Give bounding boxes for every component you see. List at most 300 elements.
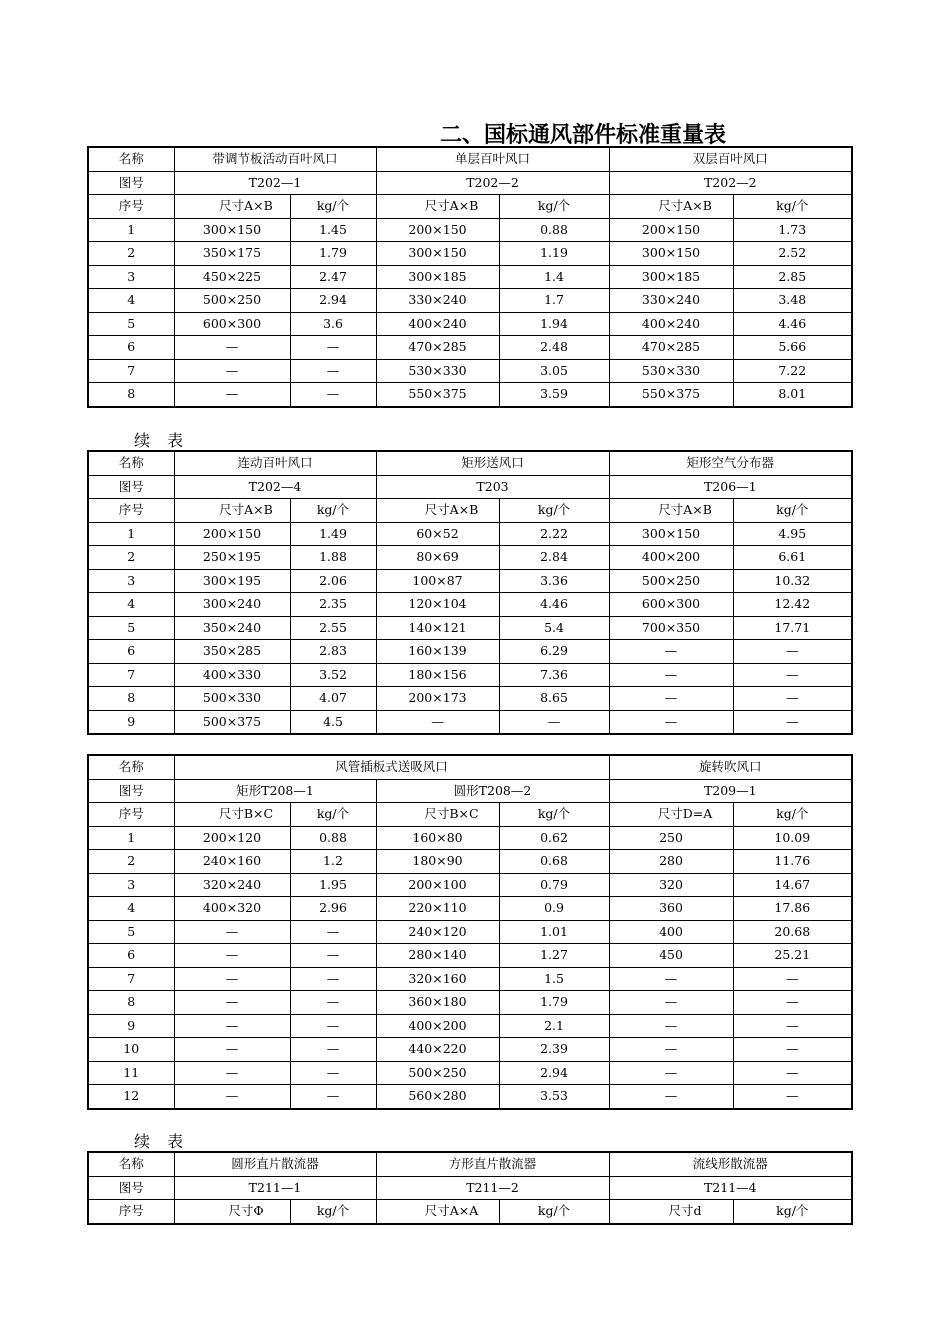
- size-header: 尺寸A×B: [376, 499, 499, 523]
- drawing-row: [88, 1176, 852, 1200]
- seq-header: 序号: [88, 195, 174, 219]
- table-cell: 250×195: [174, 546, 290, 570]
- table-cell: —: [609, 1014, 733, 1038]
- table-row: [88, 336, 852, 360]
- component-name: 连动百叶风口: [174, 451, 376, 475]
- table-cell: 320×160: [376, 967, 499, 991]
- table-cell: —: [174, 944, 290, 968]
- table-row: [88, 920, 852, 944]
- table-cell: 550×375: [376, 383, 499, 407]
- table-cell: 60×52: [376, 522, 499, 546]
- table-cell: —: [290, 991, 376, 1015]
- table-cell: 11.76: [733, 850, 852, 874]
- table-cell: —: [174, 336, 290, 360]
- table-cell: 1.88: [290, 546, 376, 570]
- table-cell: 2.85: [733, 265, 852, 289]
- table-cell: 5.4: [499, 616, 609, 640]
- size-header: 尺寸A×A: [376, 1200, 499, 1224]
- drawing-code: 矩形T208—1: [174, 779, 376, 803]
- component-name: 流线形散流器: [609, 1152, 852, 1176]
- table-cell: 300×150: [609, 522, 733, 546]
- table-cell: 2.94: [290, 289, 376, 313]
- table-row: [88, 546, 852, 570]
- table-cell: 7: [88, 663, 174, 687]
- table-cell: —: [609, 991, 733, 1015]
- table-cell: —: [290, 1061, 376, 1085]
- table-cell: 400×200: [376, 1014, 499, 1038]
- table-cell: —: [609, 663, 733, 687]
- table-cell: 180×90: [376, 850, 499, 874]
- table-cell: 330×240: [609, 289, 733, 313]
- table-cell: —: [174, 383, 290, 407]
- table-cell: 100×87: [376, 569, 499, 593]
- table-cell: 1.27: [499, 944, 609, 968]
- size-header: 尺寸Φ: [174, 1200, 290, 1224]
- drawing-code: T211—4: [609, 1176, 852, 1200]
- table-cell: —: [290, 359, 376, 383]
- table-cell: —: [174, 920, 290, 944]
- continued-label-2: 续 表: [134, 1132, 190, 1151]
- table-cell: 1.79: [499, 991, 609, 1015]
- weight-header: kg/个: [733, 803, 852, 827]
- table-row: [88, 710, 852, 734]
- table-row: [88, 1014, 852, 1038]
- size-header: 尺寸A×B: [609, 499, 733, 523]
- drawing-row: [88, 475, 852, 499]
- component-name: 风管插板式送吸风口: [174, 755, 609, 779]
- table-cell: —: [733, 1038, 852, 1062]
- table-cell: 220×110: [376, 897, 499, 921]
- weight-header: kg/个: [290, 195, 376, 219]
- table-cell: 440×220: [376, 1038, 499, 1062]
- table-cell: —: [290, 967, 376, 991]
- drawing-code: 圆形T208—2: [376, 779, 609, 803]
- table-cell: 11: [88, 1061, 174, 1085]
- seq-header: 序号: [88, 499, 174, 523]
- table-cell: 200×100: [376, 873, 499, 897]
- table-cell: 200×150: [609, 218, 733, 242]
- table-cell: 2.55: [290, 616, 376, 640]
- weight-header: kg/个: [733, 1200, 852, 1224]
- table-cell: 3: [88, 569, 174, 593]
- table-row: [88, 967, 852, 991]
- table-cell: 320×240: [174, 873, 290, 897]
- table-cell: —: [174, 991, 290, 1015]
- table-cell: 1.94: [499, 312, 609, 336]
- table-cell: 3.53: [499, 1085, 609, 1109]
- table-cell: 1: [88, 826, 174, 850]
- table-cell: 7.22: [733, 359, 852, 383]
- table-cell: —: [290, 383, 376, 407]
- table-cell: —: [733, 1061, 852, 1085]
- table-cell: 530×330: [609, 359, 733, 383]
- table-cell: —: [290, 1038, 376, 1062]
- weight-table-3: [87, 754, 853, 1110]
- table-cell: 10.09: [733, 826, 852, 850]
- table-cell: 4.95: [733, 522, 852, 546]
- table-cell: 300×195: [174, 569, 290, 593]
- table-cell: 14.67: [733, 873, 852, 897]
- table-cell: 10.32: [733, 569, 852, 593]
- table-cell: 240×120: [376, 920, 499, 944]
- table-cell: —: [290, 920, 376, 944]
- table-cell: 700×350: [609, 616, 733, 640]
- drawing-row: [88, 779, 852, 803]
- table-cell: 160×139: [376, 640, 499, 664]
- table-cell: —: [733, 710, 852, 734]
- name-row: [88, 755, 852, 779]
- table-cell: —: [376, 710, 499, 734]
- name-label: 名称: [88, 755, 174, 779]
- table-cell: 1.5: [499, 967, 609, 991]
- table-cell: 500×250: [174, 289, 290, 313]
- table-cell: —: [609, 640, 733, 664]
- drawing-code: T202—1: [174, 171, 376, 195]
- table-row: [88, 593, 852, 617]
- weight-header: kg/个: [733, 499, 852, 523]
- table-cell: 2.94: [499, 1061, 609, 1085]
- table-cell: 2: [88, 242, 174, 266]
- table-cell: 1: [88, 218, 174, 242]
- weight-header: kg/个: [290, 803, 376, 827]
- table-cell: 6: [88, 336, 174, 360]
- table-cell: 3: [88, 873, 174, 897]
- table-cell: 3.48: [733, 289, 852, 313]
- table-cell: —: [733, 991, 852, 1015]
- table-cell: 250: [609, 826, 733, 850]
- table-cell: 330×240: [376, 289, 499, 313]
- table-cell: 2.39: [499, 1038, 609, 1062]
- table-cell: 3.36: [499, 569, 609, 593]
- table-cell: —: [174, 1061, 290, 1085]
- table-cell: 1: [88, 522, 174, 546]
- table-cell: 200×173: [376, 687, 499, 711]
- table-cell: 7: [88, 967, 174, 991]
- table-cell: 2.96: [290, 897, 376, 921]
- table-row: [88, 640, 852, 664]
- table-cell: 1.01: [499, 920, 609, 944]
- name-row: [88, 451, 852, 475]
- table-row: [88, 359, 852, 383]
- table-cell: —: [290, 1085, 376, 1109]
- drawing-row: [88, 171, 852, 195]
- table-cell: 6: [88, 944, 174, 968]
- table-cell: —: [609, 967, 733, 991]
- table-cell: 7.36: [499, 663, 609, 687]
- table-cell: —: [499, 710, 609, 734]
- table-cell: 8.65: [499, 687, 609, 711]
- table-row: [88, 242, 852, 266]
- drawing-code: T203: [376, 475, 609, 499]
- table-cell: 7: [88, 359, 174, 383]
- component-name: 矩形空气分布器: [609, 451, 852, 475]
- table-cell: 300×185: [376, 265, 499, 289]
- table-row: [88, 1038, 852, 1062]
- table-cell: 9: [88, 1014, 174, 1038]
- table-cell: —: [609, 1061, 733, 1085]
- table-cell: —: [174, 1038, 290, 1062]
- component-name: 单层百叶风口: [376, 147, 609, 171]
- weight-header: kg/个: [290, 499, 376, 523]
- table-cell: 9: [88, 710, 174, 734]
- drawing-code: T206—1: [609, 475, 852, 499]
- drawing-code: T202—2: [376, 171, 609, 195]
- table-cell: 1.79: [290, 242, 376, 266]
- table-cell: —: [174, 1014, 290, 1038]
- weight-header: kg/个: [499, 1200, 609, 1224]
- table-cell: 1.73: [733, 218, 852, 242]
- table-row: [88, 944, 852, 968]
- table-cell: 2.06: [290, 569, 376, 593]
- table-cell: 1.4: [499, 265, 609, 289]
- table-cell: 4: [88, 289, 174, 313]
- table-row: [88, 265, 852, 289]
- table-cell: 4.07: [290, 687, 376, 711]
- weight-table-2: [87, 450, 853, 735]
- weight-table-1: [87, 146, 853, 408]
- table-row: [88, 218, 852, 242]
- table-row: [88, 897, 852, 921]
- continued-label-1: 续 表: [134, 431, 190, 450]
- drawing-code: T202—2: [609, 171, 852, 195]
- table-cell: 530×330: [376, 359, 499, 383]
- table-cell: 0.9: [499, 897, 609, 921]
- table-row: [88, 1061, 852, 1085]
- seq-header: 序号: [88, 803, 174, 827]
- table-cell: 470×285: [609, 336, 733, 360]
- table-cell: 1.49: [290, 522, 376, 546]
- drawing-code: T202—4: [174, 475, 376, 499]
- table-cell: 300×240: [174, 593, 290, 617]
- table-cell: 300×185: [609, 265, 733, 289]
- table-cell: 160×80: [376, 826, 499, 850]
- table-cell: 10: [88, 1038, 174, 1062]
- weight-header: kg/个: [499, 499, 609, 523]
- table-cell: —: [290, 336, 376, 360]
- table-cell: 500×375: [174, 710, 290, 734]
- table-cell: 280×140: [376, 944, 499, 968]
- name-row: [88, 147, 852, 171]
- size-header: 尺寸A×B: [174, 499, 290, 523]
- table-cell: 300×150: [376, 242, 499, 266]
- table-cell: 400×200: [609, 546, 733, 570]
- table-row: [88, 1085, 852, 1109]
- table-row: [88, 850, 852, 874]
- table-cell: —: [174, 967, 290, 991]
- table-cell: 2.35: [290, 593, 376, 617]
- table-cell: —: [290, 944, 376, 968]
- table-cell: 1.95: [290, 873, 376, 897]
- table-cell: 2.52: [733, 242, 852, 266]
- table-cell: 400: [609, 920, 733, 944]
- table-cell: 0.88: [499, 218, 609, 242]
- component-name: 圆形直片散流器: [174, 1152, 376, 1176]
- drawing-label: 图号: [88, 171, 174, 195]
- table-cell: 320: [609, 873, 733, 897]
- component-name: 方形直片散流器: [376, 1152, 609, 1176]
- component-name: 带调节板活动百叶风口: [174, 147, 376, 171]
- table-cell: 360: [609, 897, 733, 921]
- table-cell: 400×330: [174, 663, 290, 687]
- header-row: [88, 1200, 852, 1224]
- table-cell: 4.46: [733, 312, 852, 336]
- table-cell: 3.05: [499, 359, 609, 383]
- table-cell: 350×175: [174, 242, 290, 266]
- table-cell: 400×320: [174, 897, 290, 921]
- drawing-label: 图号: [88, 1176, 174, 1200]
- table-cell: 550×375: [609, 383, 733, 407]
- header-row: [88, 195, 852, 219]
- table-cell: 500×250: [376, 1061, 499, 1085]
- table-cell: —: [733, 967, 852, 991]
- table-cell: 8.01: [733, 383, 852, 407]
- table-cell: 560×280: [376, 1085, 499, 1109]
- table-cell: 360×180: [376, 991, 499, 1015]
- table-cell: 280: [609, 850, 733, 874]
- page-title: 二、国标通风部件标准重量表: [440, 123, 727, 148]
- table-cell: 0.88: [290, 826, 376, 850]
- drawing-code: T209—1: [609, 779, 852, 803]
- drawing-label: 图号: [88, 779, 174, 803]
- table-cell: 0.68: [499, 850, 609, 874]
- table-cell: 180×156: [376, 663, 499, 687]
- component-name: 矩形送风口: [376, 451, 609, 475]
- table-cell: 2.22: [499, 522, 609, 546]
- table-cell: —: [733, 687, 852, 711]
- table-cell: 6.61: [733, 546, 852, 570]
- table-cell: 8: [88, 383, 174, 407]
- table-cell: 200×150: [376, 218, 499, 242]
- table-cell: 12: [88, 1085, 174, 1109]
- table-cell: 1.19: [499, 242, 609, 266]
- table-cell: —: [733, 1085, 852, 1109]
- component-name: 双层百叶风口: [609, 147, 852, 171]
- table-cell: 3.59: [499, 383, 609, 407]
- table-row: [88, 826, 852, 850]
- table-cell: 120×104: [376, 593, 499, 617]
- table-cell: 1.45: [290, 218, 376, 242]
- table-cell: 350×285: [174, 640, 290, 664]
- drawing-code: T211—2: [376, 1176, 609, 1200]
- size-header: 尺寸A×B: [376, 195, 499, 219]
- name-row: [88, 1152, 852, 1176]
- table-cell: 2.48: [499, 336, 609, 360]
- table-cell: —: [733, 640, 852, 664]
- table-cell: 0.62: [499, 826, 609, 850]
- table-cell: 3: [88, 265, 174, 289]
- table-cell: 8: [88, 687, 174, 711]
- weight-header: kg/个: [499, 195, 609, 219]
- table-row: [88, 383, 852, 407]
- table-row: [88, 569, 852, 593]
- table-row: [88, 522, 852, 546]
- table-cell: 450: [609, 944, 733, 968]
- table-cell: 300×150: [609, 242, 733, 266]
- table-cell: 4.46: [499, 593, 609, 617]
- table-cell: 4.5: [290, 710, 376, 734]
- weight-table-4: [87, 1151, 853, 1225]
- table-cell: 12.42: [733, 593, 852, 617]
- size-header: 尺寸A×B: [174, 195, 290, 219]
- table-cell: 200×150: [174, 522, 290, 546]
- table-cell: 1.7: [499, 289, 609, 313]
- table-row: [88, 663, 852, 687]
- weight-header: kg/个: [290, 1200, 376, 1224]
- table-cell: 2.47: [290, 265, 376, 289]
- header-row: [88, 499, 852, 523]
- table-cell: 5.66: [733, 336, 852, 360]
- table-cell: 1.2: [290, 850, 376, 874]
- table-cell: 2: [88, 850, 174, 874]
- table-cell: 0.79: [499, 873, 609, 897]
- table-cell: 350×240: [174, 616, 290, 640]
- table-cell: —: [609, 687, 733, 711]
- component-name: 旋转吹风口: [609, 755, 852, 779]
- table-cell: 3.52: [290, 663, 376, 687]
- table-cell: —: [733, 663, 852, 687]
- header-row: [88, 803, 852, 827]
- table-row: [88, 616, 852, 640]
- table-cell: 500×250: [609, 569, 733, 593]
- size-header: 尺寸D=A: [609, 803, 733, 827]
- size-header: 尺寸A×B: [609, 195, 733, 219]
- drawing-code: T211—1: [174, 1176, 376, 1200]
- table-cell: 5: [88, 920, 174, 944]
- size-header: 尺寸d: [609, 1200, 733, 1224]
- table-cell: 470×285: [376, 336, 499, 360]
- table-cell: 2.83: [290, 640, 376, 664]
- table-cell: —: [174, 359, 290, 383]
- table-cell: —: [609, 1038, 733, 1062]
- table-cell: 17.86: [733, 897, 852, 921]
- table-cell: —: [290, 1014, 376, 1038]
- table-cell: —: [174, 1085, 290, 1109]
- table-cell: 450×225: [174, 265, 290, 289]
- table-cell: 6.29: [499, 640, 609, 664]
- table-cell: 4: [88, 897, 174, 921]
- table-row: [88, 289, 852, 313]
- table-cell: —: [609, 1085, 733, 1109]
- table-cell: 240×160: [174, 850, 290, 874]
- weight-header: kg/个: [499, 803, 609, 827]
- table-cell: 80×69: [376, 546, 499, 570]
- weight-header: kg/个: [733, 195, 852, 219]
- table-cell: 300×150: [174, 218, 290, 242]
- table-cell: 6: [88, 640, 174, 664]
- table-row: [88, 873, 852, 897]
- table-cell: 20.68: [733, 920, 852, 944]
- table-cell: 5: [88, 312, 174, 336]
- table-cell: 200×120: [174, 826, 290, 850]
- table-cell: 400×240: [609, 312, 733, 336]
- table-cell: 2.1: [499, 1014, 609, 1038]
- table-cell: 2: [88, 546, 174, 570]
- table-cell: 8: [88, 991, 174, 1015]
- size-header: 尺寸B×C: [174, 803, 290, 827]
- table-cell: 600×300: [609, 593, 733, 617]
- table-cell: 600×300: [174, 312, 290, 336]
- table-cell: 5: [88, 616, 174, 640]
- table-cell: 400×240: [376, 312, 499, 336]
- table-cell: 500×330: [174, 687, 290, 711]
- table-cell: 3.6: [290, 312, 376, 336]
- table-cell: 25.21: [733, 944, 852, 968]
- table-row: [88, 991, 852, 1015]
- table-cell: 17.71: [733, 616, 852, 640]
- drawing-label: 图号: [88, 475, 174, 499]
- table-row: [88, 687, 852, 711]
- seq-header: 序号: [88, 1200, 174, 1224]
